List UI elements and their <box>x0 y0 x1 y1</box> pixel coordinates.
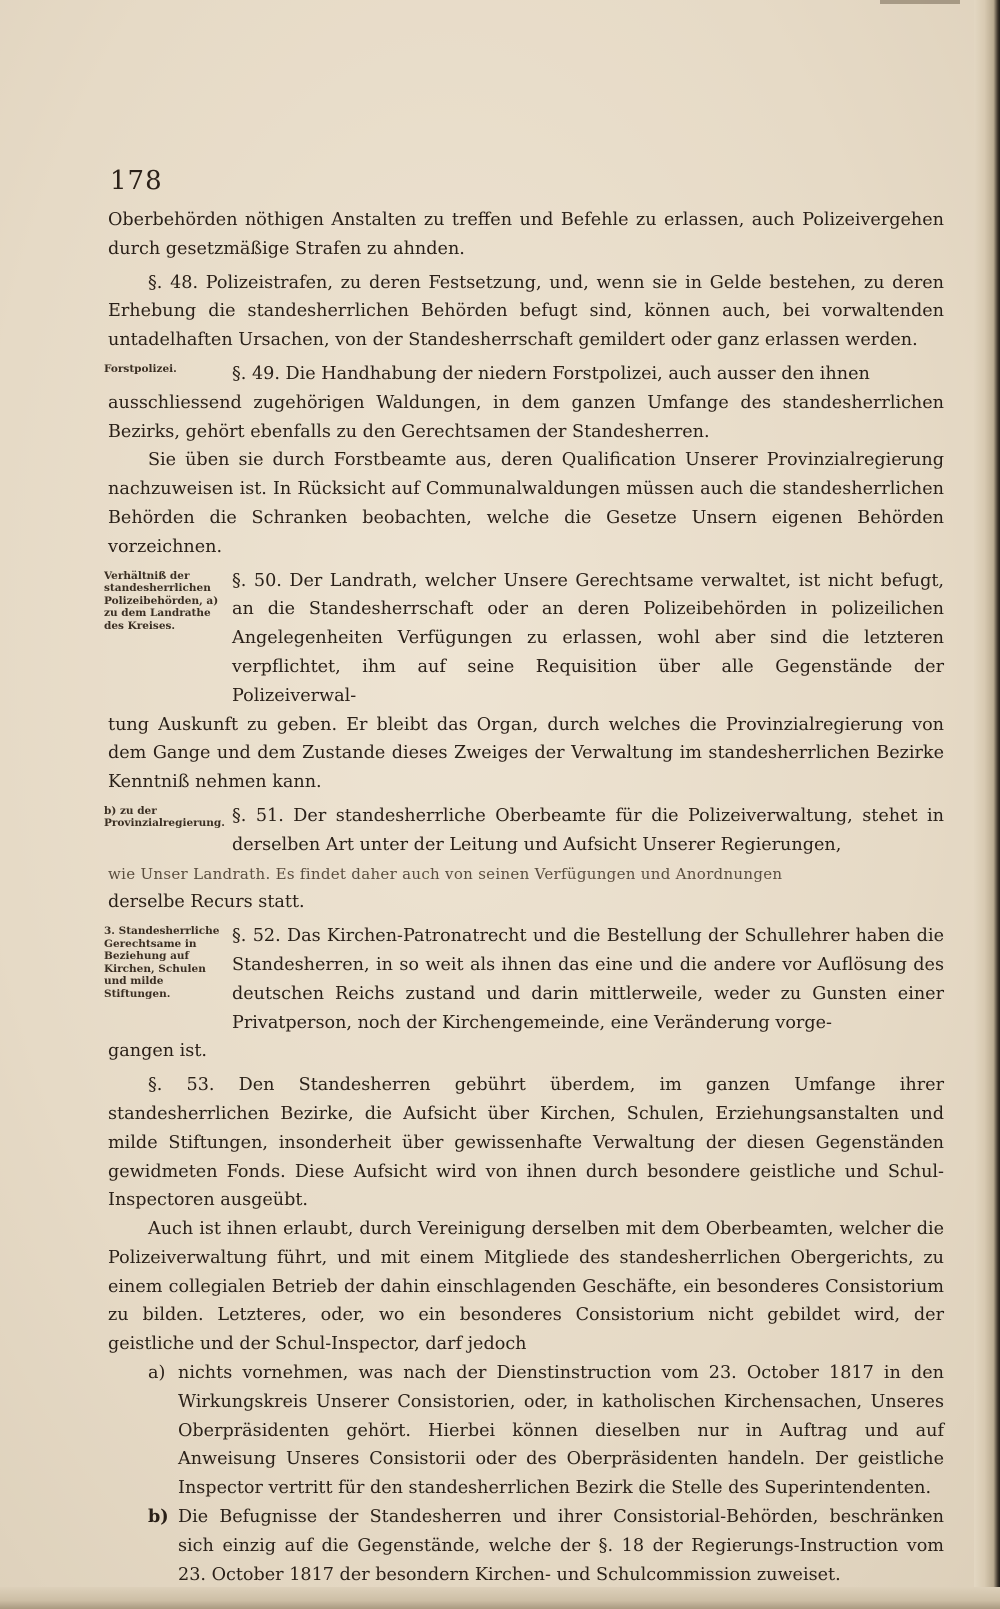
margin-note-landrath: Verhältniß der standesherrlichen Polizeibehörden, a) zu dem Landrathe des Kreises. <box>104 569 219 632</box>
margin-note-kirchen-schulen: 3. Standesherrliche Gerechtsame in Beziehung auf Kirchen, Schulen und milde Stiftungen. <box>104 925 220 1000</box>
paragraph-section-49-cont: Sie üben sie durch Forstbeamte aus, deren Qualification Unserer Provinzialregierung nachzuweisen ist. In Rücksicht auf Communalwaldungen müssen auch die standesherrlichen Behörden die Schranken beobachten, welche die Gesetze Unsern eigenen Behörden vorzeichnen. <box>108 450 944 557</box>
section-50-text: tung Auskunft zu geben. Er bleibt das Organ, durch welches die Provinzialregierung von dem Gange und dem Zustande dieses Zweiges der Verwaltung im standesherrlichen Bezirke Kenntniß nehmen kann. <box>108 714 944 793</box>
list-item-label: a) <box>148 1363 166 1384</box>
section-51-first-lines: §. 51. Der standesherrliche Oberbeamte für die Polizeiverwaltung, stehet in derselben Art unter der Leitung und Aufsicht Unserer Regierungen, <box>232 805 944 855</box>
list-item-label: b) <box>148 1506 169 1528</box>
section-49-first-line: §. 49. Die Handhabung der niedern Forstpolizei, auch ausser den ihnen <box>232 363 870 384</box>
section-52 <box>104 922 944 1066</box>
page-number: 178 <box>110 166 163 196</box>
section-50 <box>104 567 944 797</box>
body-text <box>104 206 944 1589</box>
section-51-faint-line: wie Unser Landrath. Es findet daher auch von seinen Verfügungen und Anordnungen <box>108 864 783 883</box>
paragraph-section-53: §. 53. Den Standesherren gebührt überdem, im ganzen Umfange ihrer standesherrlichen Bezirke, die Aufsicht über Kirchen, Schulen, Erziehungsanstalten und milde Stiftungen, insonderheit über gewissenhafte Verwaltung der diesen Gegenständen gewidmeten Fonds. Diese Aufsicht wird von ihnen durch besondere geistliche und Schul-Inspectoren ausgeübt. <box>108 1075 944 1211</box>
page-binding-edge <box>974 0 1000 1609</box>
list-item-text: Die Befugnisse der Standesherren und ihrer Consistorial-Behörden, beschränken sich einzig auf die Gegenstände, welche der §. 18 der Regierungs-Instruction vom 23. October 1817 der besondern Kirchen- und Schulcommission zuweiset. <box>178 1507 944 1585</box>
section-49 <box>104 360 944 446</box>
list-item-b <box>108 1503 944 1589</box>
list-item-a <box>108 1359 944 1503</box>
section-49-text: ausschliessend zugehörigen Waldungen, in dem ganzen Umfange des standesherrlichen Bezirks, gehört ebenfalls zu den Gerechtsamen der Standesherren. <box>108 392 944 442</box>
page-bottom-edge <box>0 1587 1000 1609</box>
section-50-first-lines: §. 50. Der Landrath, welcher Unsere Gerechtsame verwaltet, ist nicht befugt, an die Standesherrschaft oder an deren Polizeibehörden in polizeilichen Angelegenheiten Verfügungen zu erlassen, wohl aber sind die letzteren verpflichtet, ihm auf seine Requisition über alle Gegenstände der Polizeiverwal- <box>232 570 944 706</box>
section-51 <box>104 802 944 917</box>
section-52-text: gangen ist. <box>108 1041 207 1062</box>
page-edge-mark <box>880 0 960 4</box>
section-52-first-lines: §. 52. Das Kirchen-Patronatrecht und die Bestellung der Schullehrer haben die Standesherren, in so weit als ihnen das eine und die andere vor Auflösung des deutschen Reichs zustand und darin mittlerweile, weder zu Gunsten einer Privatperson, noch der Kirchengemeinde, eine Veränderung vorge- <box>232 926 944 1033</box>
list-item-text: nichts vornehmen, was nach der Dienstinstruction vom 23. October 1817 in den Wirkungskreis Unserer Consistorien, oder, in katholischen Kirchensachen, Unseres Oberpräsidenten gehört. Hierbei können dieselben nur in Auftrag und auf Anweisung Unseres Consistorii oder des Oberpräsidenten handeln. Der geistliche Inspector vertritt für den standesherrlichen Bezirk die Stelle des Superintendenten. <box>178 1363 944 1499</box>
margin-note-forstpolizei: Forstpolizei. <box>104 362 177 375</box>
paragraph-section-48: §. 48. Polizeistrafen, zu deren Festsetzung, und, wenn sie in Gelde bestehen, zu deren Erhebung die standesherrlichen Behörden befugt sind, können auch, bei vorwaltenden untadelhaften Ursachen, von der Standesherrschaft gemildert oder ganz erlassen werden. <box>108 272 944 351</box>
section-51-text: derselbe Recurs statt. <box>108 892 305 913</box>
margin-note-provinzialregierung: b) zu der Provinzialregierung. <box>104 804 225 830</box>
paragraph-section-53-cont: Auch ist ihnen erlaubt, durch Vereinigung derselben mit dem Oberbeamten, welcher die Polizeiverwaltung führt, und mit einem Mitgliede des standesherrlichen Obergerichts, zu einem collegialen Betrieb der dahin einschlagenden Geschäfte, ein besonderes Consistorium zu bilden. Letzteres, oder, wo ein besonderes Consistorium nicht gebildet wird, der geistliche und der Schul-Inspector, darf jedoch <box>108 1219 944 1355</box>
paragraph-continuation: Oberbehörden nöthigen Anstalten zu treffen und Befehle zu erlassen, auch Polizeivergehen durch gesetzmäßige Strafen zu ahnden. <box>108 210 944 259</box>
